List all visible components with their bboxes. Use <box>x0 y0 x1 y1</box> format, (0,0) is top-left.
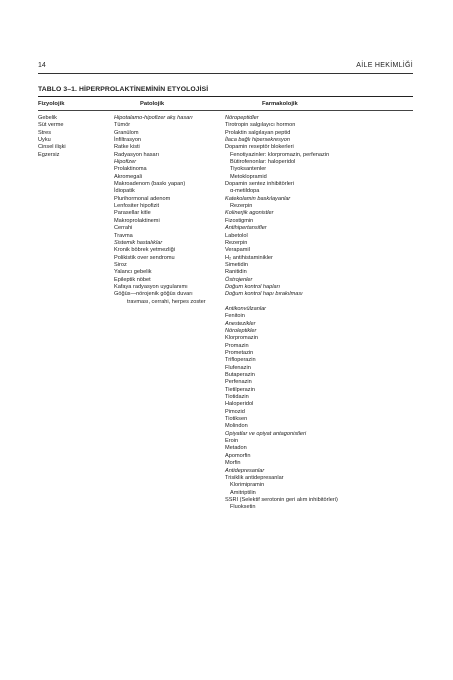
list-item: Lenfositer hipofizit <box>114 203 160 210</box>
column-fizyolojik <box>38 115 66 159</box>
list-item: Simetidin <box>225 261 249 268</box>
category-heading: Hipofizer <box>114 159 137 166</box>
list-item: Yalancı gebelik <box>114 269 152 276</box>
list-item: Fluoksetin <box>230 504 256 511</box>
category-heading: Nöropeptidler <box>225 115 259 121</box>
column-header-rule <box>38 110 413 111</box>
category-heading: Sistemik hastalıklar <box>114 239 163 246</box>
list-item: Gebelik <box>38 115 57 121</box>
list-item: Rezerpin <box>230 203 253 210</box>
list-item: Fenotiyazinler: klorpromazin, perfenazin <box>230 151 330 158</box>
list-item: Prolaktin salgılayan peptid <box>225 129 291 136</box>
category-heading: Antidepresanlar <box>225 467 265 474</box>
list-item: Pimozid <box>225 408 245 415</box>
column-header-patolojik: Patolojik <box>140 101 165 107</box>
category-heading: Antihipertansifler <box>225 225 267 232</box>
list-item: Tiotidazin <box>225 394 249 401</box>
list-item: İnfiltrasyon <box>114 137 142 144</box>
list-item: Tietilperazin <box>225 386 255 393</box>
table-title: TABLO 3–1. HİPERPROLAKTİNEMİNİN ETYOLOJİSİ <box>38 86 209 93</box>
page-number: 14 <box>38 62 46 69</box>
list-item: Apomorfin <box>225 452 251 459</box>
list-item: Dopamin sentez inhibitörleri <box>225 181 295 188</box>
list-item: Cerrahi <box>114 225 133 232</box>
column-header-farmakolojik: Farmakolojik <box>262 101 298 107</box>
list-item: Morfin <box>225 460 241 467</box>
list-item: Trisiklik antidepresanlar <box>225 474 284 481</box>
running-head: AİLE HEKİMLİĞİ <box>356 62 413 69</box>
category-heading: Nöroleptikler <box>225 327 257 334</box>
column-patolojik <box>114 115 206 306</box>
list-item: Eroin <box>225 438 239 445</box>
list-item: Fizostigmin <box>225 217 254 224</box>
category-heading: Kolinerjik agonistler <box>225 210 274 217</box>
list-item: Klorpromazin <box>225 335 258 342</box>
list-item: Metadon <box>225 445 247 452</box>
category-heading: Katekolamin baskılayanlar <box>225 195 291 202</box>
list-item: Uyku <box>38 137 51 144</box>
list-item: Cinsel ilişki <box>38 144 66 151</box>
list-item: SSRI (Selektif serotonin geri alım inhibitörleri) <box>225 496 338 503</box>
list-item: Siroz <box>114 261 127 268</box>
list-item: Polikistik over sendromu <box>114 254 175 261</box>
category-heading: Hipotalamo-hipofizer akş hasarı <box>114 115 193 121</box>
column-header-fizyolojik: Fizyolojik <box>38 101 65 107</box>
list-item: Ranitidin <box>225 269 247 276</box>
list-item: Klorimipramin <box>230 482 265 489</box>
category-heading: İlaca bağlı hipersekresyon <box>225 137 290 144</box>
list-item: Makroprolaktinemi <box>114 217 160 224</box>
header-rule <box>38 73 413 74</box>
column-farmakolojik <box>225 115 338 512</box>
list-item: Verapamil <box>225 247 250 254</box>
row-gap <box>225 299 338 306</box>
list-item: Molindon <box>225 423 248 430</box>
list-item: Parasellar kitle <box>114 210 151 217</box>
list-item: Haloperidol <box>225 401 254 408</box>
list-item: H₂ antihistaminikler <box>225 254 273 261</box>
list-item: Kafaya radyasyon uygulanımı <box>114 283 188 290</box>
list-item: Dopamin reseptör blokerleri <box>225 144 294 151</box>
list-item: Akromegali <box>114 173 142 180</box>
list-item: Prometazin <box>225 350 254 356</box>
list-item: Ratke kisti <box>114 144 140 151</box>
list-item: Prolaktinoma <box>114 166 147 173</box>
list-item: Metoklopramid <box>230 173 267 180</box>
list-item: Labetolol <box>225 232 248 239</box>
list-item: Epileptik nöbet <box>114 276 151 283</box>
list-item: Kronik böbrek yetmezliği <box>114 247 175 254</box>
list-item: Tümör <box>114 122 131 129</box>
category-heading: Doğum kontrol hapı bırakılması <box>225 291 303 298</box>
list-item: Bütirofenonlar: haloperidol <box>230 159 296 166</box>
list-item: Radyasyon hasarı <box>114 151 160 158</box>
category-heading: Opiyatlar ve opiyat antagonistleri <box>225 430 307 437</box>
list-item: Egzersiz <box>38 151 60 158</box>
list-item: Amitriptilin <box>230 489 256 496</box>
list-item: İdiopatik <box>114 188 135 195</box>
list-item: Travma <box>114 232 133 239</box>
list-item: Perfenazin <box>225 379 252 386</box>
list-item: Flufenazin <box>225 364 251 371</box>
list-item: Göğüs—nörojenik göğüs duvarı <box>114 291 193 298</box>
list-item: Fenitoin <box>225 313 245 320</box>
list-item: Tiyoksantenler <box>230 166 267 173</box>
list-item: Tirotropin salgılayıcı hormon <box>225 122 296 129</box>
list-item: Süt verme <box>38 122 64 129</box>
category-heading: Anestezikler <box>225 320 256 327</box>
category-heading: Antikonvülzanlar <box>225 305 267 312</box>
list-item: α-metildopa <box>230 188 260 195</box>
list-item: Rezerpin <box>225 239 248 246</box>
list-item: travması, cerrahi, herpes zoster <box>127 298 206 305</box>
list-item: Butaperazin <box>225 372 255 379</box>
list-item: Makroadenom (baskı yapan) <box>114 181 186 188</box>
table-top-rule <box>38 96 413 97</box>
list-item: Granülom <box>114 129 139 136</box>
list-item: Promazin <box>225 342 249 349</box>
category-heading: Doğum kontrol hapları <box>225 283 281 290</box>
list-item: Trifloperazin <box>225 357 256 364</box>
list-item: Plurihormonal adenom <box>114 195 171 202</box>
list-item: Stres <box>38 129 52 136</box>
list-item: Tiotiksen <box>225 416 248 423</box>
category-heading: Östrojenler <box>225 276 253 283</box>
